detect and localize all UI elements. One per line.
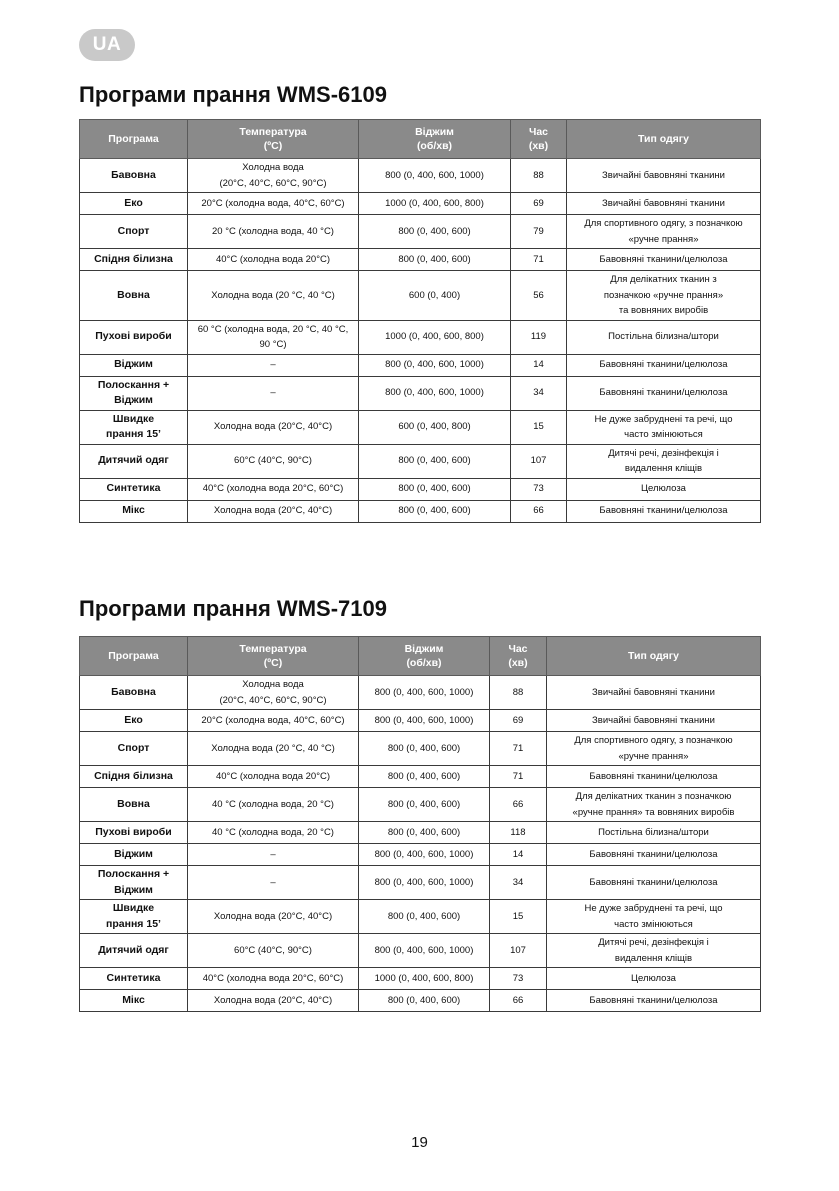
programs-table-wms-6109 xyxy=(79,119,761,523)
table-row xyxy=(80,159,761,193)
cell-spin: 800 (0, 400, 600) xyxy=(359,478,511,500)
column-header-fabric-type: Тип одягу xyxy=(547,637,761,676)
cell-time: 34 xyxy=(490,866,547,900)
table-row xyxy=(80,710,761,732)
column-header-program: Програма xyxy=(80,637,188,676)
cell-time: 15 xyxy=(511,410,567,444)
cell-program: Спорт xyxy=(80,732,188,766)
cell-temperature: 40°C (холодна вода 20°C, 60°C) xyxy=(188,968,359,990)
cell-temperature: Холодна вода (20°C, 40°C, 60°C, 90°C) xyxy=(188,159,359,193)
table-row xyxy=(80,676,761,710)
cell-temperature: 40 °C (холодна вода, 20 °C) xyxy=(188,788,359,822)
cell-temperature: 40 °C (холодна вода, 20 °C) xyxy=(188,822,359,844)
cell-temperature: – xyxy=(188,844,359,866)
table-row xyxy=(80,766,761,788)
cell-program: Швидке прання 15’ xyxy=(80,900,188,934)
cell-spin: 800 (0, 400, 600) xyxy=(359,900,490,934)
cell-spin: 800 (0, 400, 600) xyxy=(359,249,511,271)
cell-temperature: Холодна вода (20°C, 40°C, 60°C, 90°C) xyxy=(188,676,359,710)
cell-temperature: – xyxy=(188,866,359,900)
cell-program: Дитячий одяг xyxy=(80,444,188,478)
cell-temperature: 60 °C (холодна вода, 20 °C, 40 °C, 90 °C) xyxy=(188,320,359,354)
cell-time: 69 xyxy=(490,710,547,732)
cell-time: 56 xyxy=(511,271,567,321)
column-header-fabric-type: Тип одягу xyxy=(567,120,761,159)
cell-temperature: 40°C (холодна вода 20°C) xyxy=(188,249,359,271)
cell-temperature: – xyxy=(188,354,359,376)
cell-time: 14 xyxy=(511,354,567,376)
cell-time: 66 xyxy=(511,500,567,522)
cell-program: Бавовна xyxy=(80,676,188,710)
cell-temperature: 60°C (40°C, 90°C) xyxy=(188,444,359,478)
cell-time: 14 xyxy=(490,844,547,866)
cell-spin: 800 (0, 400, 600) xyxy=(359,766,490,788)
cell-program: Мікс xyxy=(80,990,188,1012)
column-header-temperature: Температура (ºС) xyxy=(188,637,359,676)
cell-fabric-type: Целюлоза xyxy=(547,968,761,990)
cell-spin: 800 (0, 400, 600, 1000) xyxy=(359,376,511,410)
cell-temperature: Холодна вода (20 °C, 40 °C) xyxy=(188,732,359,766)
cell-program: Пухові вироби xyxy=(80,822,188,844)
cell-spin: 800 (0, 400, 600, 1000) xyxy=(359,710,490,732)
cell-spin: 800 (0, 400, 600) xyxy=(359,500,511,522)
table-row xyxy=(80,788,761,822)
cell-spin: 800 (0, 400, 600, 1000) xyxy=(359,676,490,710)
language-badge: UA xyxy=(79,29,135,61)
cell-program: Полоскання + Віджим xyxy=(80,866,188,900)
column-header-spin: Віджим (об/хв) xyxy=(359,120,511,159)
cell-fabric-type: Бавовняні тканини/целюлоза xyxy=(567,354,761,376)
table-row xyxy=(80,500,761,522)
cell-temperature: Холодна вода (20°C, 40°C) xyxy=(188,990,359,1012)
cell-spin: 800 (0, 400, 600) xyxy=(359,822,490,844)
cell-time: 118 xyxy=(490,822,547,844)
cell-fabric-type: Для делікатних тканин з позначкою «ручне прання» та вовняних виробів xyxy=(567,271,761,321)
cell-program: Віджим xyxy=(80,844,188,866)
cell-fabric-type: Звичайні бавовняні тканини xyxy=(547,710,761,732)
cell-program: Дитячий одяг xyxy=(80,934,188,968)
page-number: 19 xyxy=(411,1134,428,1151)
table-row xyxy=(80,732,761,766)
cell-fabric-type: Для спортивного одягу, з позначкою «ручне прання» xyxy=(547,732,761,766)
cell-fabric-type: Звичайні бавовняні тканини xyxy=(567,193,761,215)
cell-fabric-type: Звичайні бавовняні тканини xyxy=(547,676,761,710)
cell-temperature: 20°C (холодна вода, 40°C, 60°C) xyxy=(188,193,359,215)
table-row xyxy=(80,822,761,844)
table-header-row xyxy=(80,637,761,676)
cell-program: Мікс xyxy=(80,500,188,522)
cell-program: Віджим xyxy=(80,354,188,376)
cell-fabric-type: Постільна білизна/штори xyxy=(547,822,761,844)
cell-temperature: Холодна вода (20°C, 40°C) xyxy=(188,500,359,522)
cell-time: 79 xyxy=(511,215,567,249)
cell-fabric-type: Для делікатних тканин з позначкою «ручне прання» та вовняних виробів xyxy=(547,788,761,822)
cell-time: 15 xyxy=(490,900,547,934)
cell-temperature: 40°C (холодна вода 20°C) xyxy=(188,766,359,788)
cell-time: 107 xyxy=(490,934,547,968)
cell-program: Швидке прання 15’ xyxy=(80,410,188,444)
cell-program: Бавовна xyxy=(80,159,188,193)
cell-program: Спідня білизна xyxy=(80,249,188,271)
column-header-time: Час (хв) xyxy=(511,120,567,159)
cell-time: 73 xyxy=(511,478,567,500)
cell-time: 69 xyxy=(511,193,567,215)
column-header-time: Час (хв) xyxy=(490,637,547,676)
cell-spin: 800 (0, 400, 600) xyxy=(359,788,490,822)
table-header-row xyxy=(80,120,761,159)
cell-program: Пухові вироби xyxy=(80,320,188,354)
cell-time: 71 xyxy=(490,766,547,788)
cell-spin: 800 (0, 400, 600, 1000) xyxy=(359,159,511,193)
cell-spin: 1000 (0, 400, 600, 800) xyxy=(359,320,511,354)
cell-time: 88 xyxy=(490,676,547,710)
cell-spin: 800 (0, 400, 600, 1000) xyxy=(359,934,490,968)
section-title-wms-7109: Програми прання WMS-7109 xyxy=(79,596,387,621)
cell-fabric-type: Бавовняні тканини/целюлоза xyxy=(547,990,761,1012)
cell-program: Вовна xyxy=(80,788,188,822)
table-row xyxy=(80,249,761,271)
cell-fabric-type: Для спортивного одягу, з позначкою «ручне прання» xyxy=(567,215,761,249)
cell-time: 73 xyxy=(490,968,547,990)
cell-time: 71 xyxy=(490,732,547,766)
column-header-temperature: Температура (ºС) xyxy=(188,120,359,159)
cell-fabric-type: Бавовняні тканини/целюлоза xyxy=(547,766,761,788)
cell-program: Еко xyxy=(80,193,188,215)
cell-program: Еко xyxy=(80,710,188,732)
cell-time: 66 xyxy=(490,990,547,1012)
cell-spin: 600 (0, 400, 800) xyxy=(359,410,511,444)
cell-spin: 800 (0, 400, 600, 1000) xyxy=(359,844,490,866)
cell-spin: 800 (0, 400, 600) xyxy=(359,732,490,766)
cell-spin: 600 (0, 400) xyxy=(359,271,511,321)
cell-spin: 800 (0, 400, 600) xyxy=(359,215,511,249)
cell-fabric-type: Бавовняні тканини/целюлоза xyxy=(547,866,761,900)
table-row xyxy=(80,215,761,249)
cell-temperature: Холодна вода (20°C, 40°C) xyxy=(188,410,359,444)
cell-program: Синтетика xyxy=(80,968,188,990)
cell-temperature: Холодна вода (20 °C, 40 °C) xyxy=(188,271,359,321)
cell-temperature: 40°C (холодна вода 20°C, 60°C) xyxy=(188,478,359,500)
cell-temperature: Холодна вода (20°C, 40°C) xyxy=(188,900,359,934)
cell-spin: 800 (0, 400, 600) xyxy=(359,444,511,478)
column-header-spin: Віджим (об/хв) xyxy=(359,637,490,676)
cell-time: 88 xyxy=(511,159,567,193)
cell-fabric-type: Звичайні бавовняні тканини xyxy=(567,159,761,193)
cell-fabric-type: Бавовняні тканини/целюлоза xyxy=(547,844,761,866)
cell-temperature: – xyxy=(188,376,359,410)
cell-time: 71 xyxy=(511,249,567,271)
cell-fabric-type: Бавовняні тканини/целюлоза xyxy=(567,376,761,410)
cell-fabric-type: Не дуже забруднені та речі, що часто змінюються xyxy=(567,410,761,444)
cell-temperature: 60°C (40°C, 90°C) xyxy=(188,934,359,968)
cell-fabric-type: Не дуже забруднені та речі, що часто змінюються xyxy=(547,900,761,934)
cell-time: 34 xyxy=(511,376,567,410)
cell-time: 107 xyxy=(511,444,567,478)
table-row xyxy=(80,934,761,968)
cell-program: Спорт xyxy=(80,215,188,249)
cell-spin: 1000 (0, 400, 600, 800) xyxy=(359,193,511,215)
cell-spin: 800 (0, 400, 600) xyxy=(359,990,490,1012)
cell-program: Спідня білизна xyxy=(80,766,188,788)
cell-spin: 800 (0, 400, 600, 1000) xyxy=(359,354,511,376)
table-row xyxy=(80,968,761,990)
table-row xyxy=(80,444,761,478)
table-row xyxy=(80,320,761,354)
table-row xyxy=(80,478,761,500)
column-header-program: Програма xyxy=(80,120,188,159)
table-row xyxy=(80,193,761,215)
cell-temperature: 20°C (холодна вода, 40°C, 60°C) xyxy=(188,710,359,732)
table-row xyxy=(80,376,761,410)
cell-program: Синтетика xyxy=(80,478,188,500)
cell-fabric-type: Дитячі речі, дезінфекція і видалення кліщів xyxy=(567,444,761,478)
cell-program: Вовна xyxy=(80,271,188,321)
cell-time: 66 xyxy=(490,788,547,822)
cell-spin: 1000 (0, 400, 600, 800) xyxy=(359,968,490,990)
table-row xyxy=(80,354,761,376)
table-row xyxy=(80,271,761,321)
cell-fabric-type: Дитячі речі, дезінфекція і видалення кліщів xyxy=(547,934,761,968)
cell-time: 119 xyxy=(511,320,567,354)
table-row xyxy=(80,410,761,444)
programs-table-wms-7109 xyxy=(79,636,761,1012)
cell-spin: 800 (0, 400, 600, 1000) xyxy=(359,866,490,900)
cell-fabric-type: Постільна білизна/штори xyxy=(567,320,761,354)
table-row xyxy=(80,990,761,1012)
cell-fabric-type: Бавовняні тканини/целюлоза xyxy=(567,249,761,271)
cell-program: Полоскання + Віджим xyxy=(80,376,188,410)
table-row xyxy=(80,866,761,900)
table-row xyxy=(80,844,761,866)
cell-fabric-type: Бавовняні тканини/целюлоза xyxy=(567,500,761,522)
section-title-wms-6109: Програми прання WMS-6109 xyxy=(79,82,387,107)
cell-fabric-type: Целюлоза xyxy=(567,478,761,500)
cell-temperature: 20 °C (холодна вода, 40 °C) xyxy=(188,215,359,249)
table-row xyxy=(80,900,761,934)
